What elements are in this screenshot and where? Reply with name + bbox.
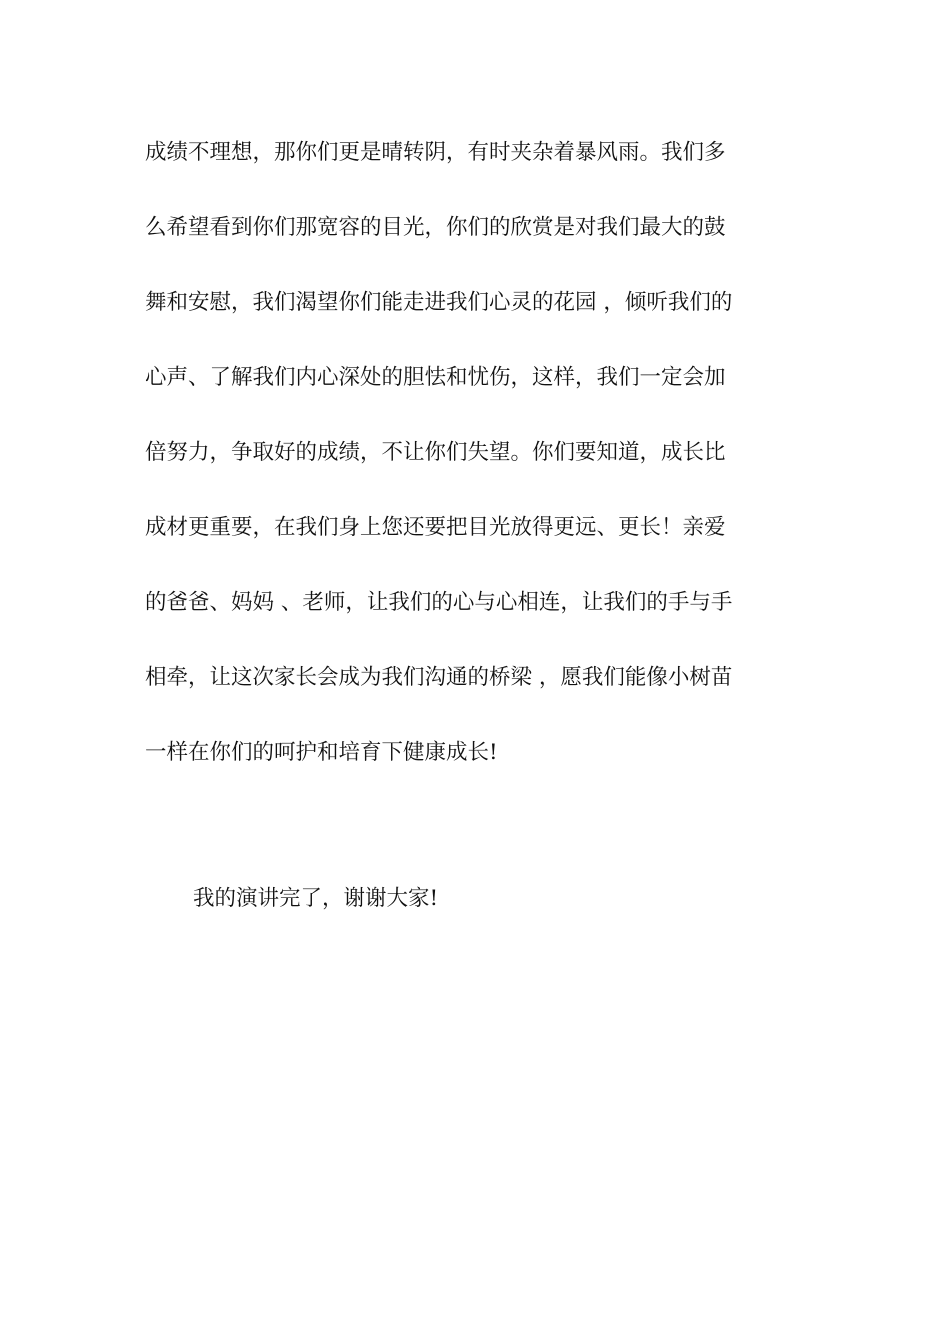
paragraph-line: 成材更重要，在我们身上您还要把目光放得更远、更长！亲爱 (145, 515, 726, 540)
paragraph-line: 心声、了解我们内心深处的胆怯和忧伤，这样，我们一定会加 (145, 365, 726, 390)
paragraph-line: 成绩不理想，那你们更是晴转阴，有时夹杂着暴风雨。我们多 (145, 140, 726, 165)
paragraph-line: 相牵，让这次家长会成为我们沟通的桥梁 ，愿我们能像小树苗 (145, 665, 733, 690)
paragraph-line: 倍努力，争取好的成绩，不让你们失望。你们要知道，成长比 (145, 440, 726, 465)
paragraph-line: 一样在你们的呵护和培育下健康成长! (145, 740, 498, 765)
paragraph-line: 么希望看到你们那宽容的目光，你们的欣赏是对我们最大的鼓 (145, 215, 726, 240)
paragraph-line: 舞和安慰，我们渴望你们能走进我们心灵的花园 ，倾听我们的 (145, 290, 733, 315)
speech-paragraph (145, 131, 845, 806)
closing-remark: 我的演讲完了，谢谢大家! (193, 886, 439, 911)
paragraph-line: 的爸爸、妈妈 、老师，让我们的心与心相连，让我们的手与手 (145, 590, 733, 615)
